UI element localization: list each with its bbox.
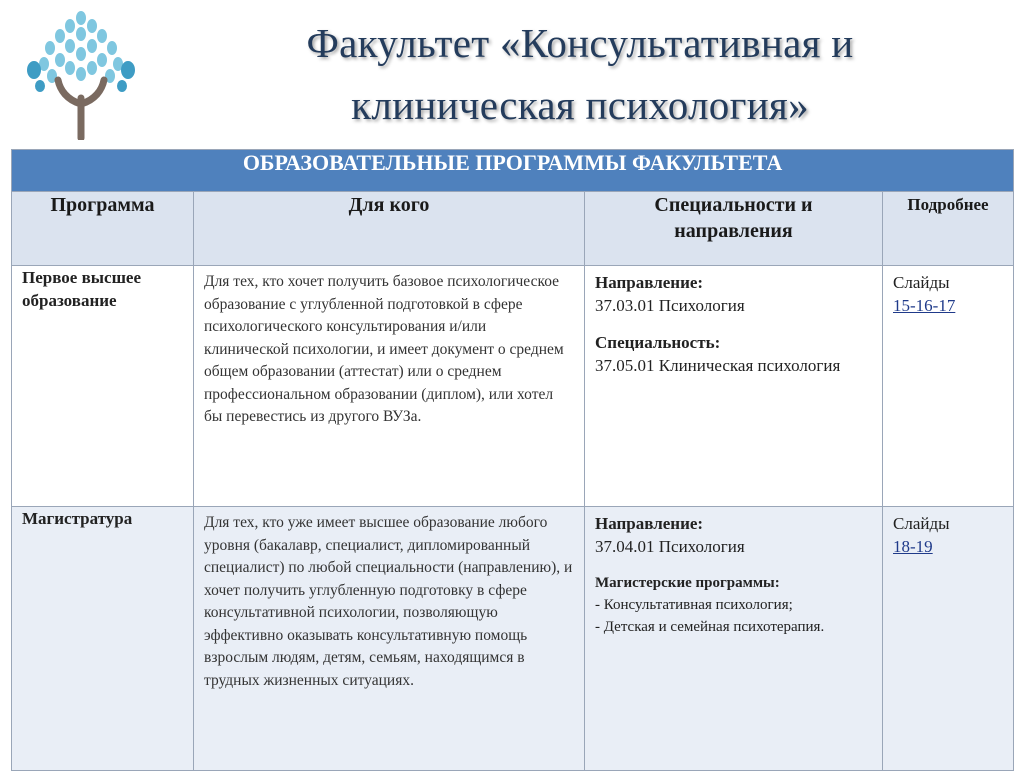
for-whom-text: Для тех, кто уже имеет высшее образование любого уровня (бакалавр, специалист, дипломированный специалист) по любой специальности (направлению), и хочет получить углубленную подготовку в сфере консультативной психологии, позволяющую эффективно оказывать консультативную помощь взрослым людям, детям, семьям, находящимся в трудных жизненных ситуациях. [194,507,585,771]
spec-label: Направление: [595,514,704,533]
specialties-cell [585,266,883,507]
table-banner-row [12,150,1014,192]
spec-label: Специальность: [595,333,721,352]
spec-value: 37.03.01 Психология [595,296,745,315]
column-header-program: Программа [12,192,194,266]
slides-label: Слайды [893,514,950,533]
spec-value: 37.04.01 Психология [595,537,745,556]
table-row [12,507,1014,771]
master-program-item: - Консультативная психология; [595,597,793,613]
program-name: Первое высшее образование [12,266,194,507]
for-whom-text: Для тех, кто хочет получить базовое психологическое образование с углубленной подготовкой в сфере психологического консультирования и/или клинической психологии, и имеет документ о среднем общем образовании (аттестат) или о среднем профессиональном образовании (диплом), или хотел бы перевестись из другого ВУЗа. [194,266,585,507]
table-row [12,266,1014,507]
column-header-for-whom: Для кого [194,192,585,266]
spec-label: Магистерские программы: [595,575,780,591]
master-program-item: - Детская и семейная психотерапия. [595,619,825,635]
table-header-row [12,192,1014,266]
specialties-cell [585,507,883,771]
programs-table [11,149,1014,771]
title-line-1: Факультет «Консультативная и [306,20,854,66]
program-name: Магистратура [12,507,194,771]
column-header-more: Подробнее [883,192,1014,266]
page-title [150,12,1010,136]
title-line-2: клиническая психология» [351,82,809,128]
column-header-specialties: Специальности и направления [585,192,883,266]
table-banner: ОБРАЗОВАТЕЛЬНЫЕ ПРОГРАММЫ ФАКУЛЬТЕТА [12,150,1014,192]
slides-label: Слайды [893,273,950,292]
more-cell [883,266,1014,507]
more-cell [883,507,1014,771]
slides-link[interactable]: 15-16-17 [893,296,956,315]
slides-link[interactable]: 18-19 [893,537,933,556]
spec-value: 37.05.01 Клиническая психология [595,356,841,375]
faculty-tree-logo [22,8,140,140]
spec-label: Направление: [595,273,704,292]
